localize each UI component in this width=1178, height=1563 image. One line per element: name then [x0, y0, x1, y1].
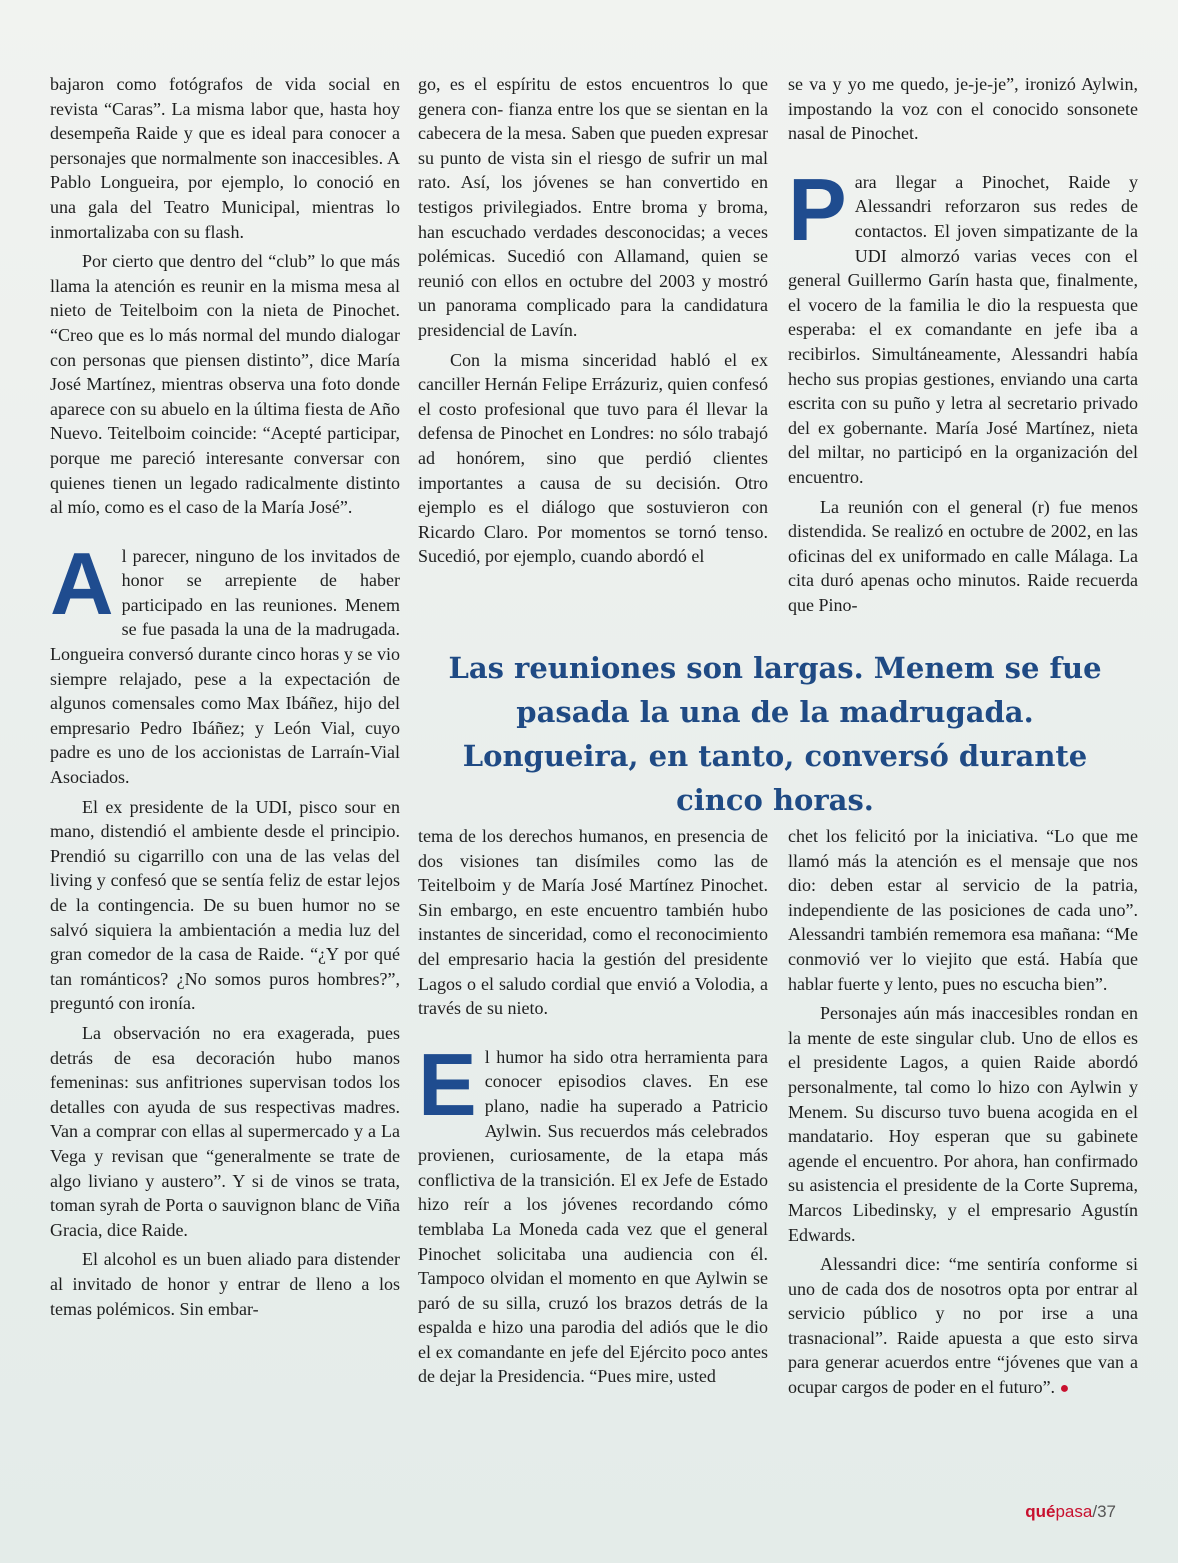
paragraph: El alcohol es un buen aliado para distender al invitado de honor y entrar de lleno a los temas polémicos. Sin embar- [50, 1249, 400, 1319]
paragraph-dropcap [50, 533, 400, 790]
paragraph-dropcap [418, 1034, 768, 1389]
page-footer [1025, 1502, 1116, 1522]
footer-separator: / [1092, 1502, 1098, 1521]
page-number: 37 [1097, 1502, 1116, 1521]
paragraph-text: Alessandri dice: “me sentiría conforme si uno de cada dos de nosotros opta por entrar al servicio público y no por irse a una trasnacional”. Raide apuesta a que esto sirva para generar acuerdos entre “jóvenes que van a ocupar cargos de poder en el futuro”. [788, 1254, 1138, 1398]
column-2-lower [418, 824, 768, 1389]
paragraph: Con la misma sinceridad habló el ex canciller Hernán Felipe Errázuriz, quien confesó el costo profesional que tuvo para él llevar la defensa de Pinochet en Londres: no sólo trabajó ad honórem, sino que perdió clientes importantes a causa de su decisión. Otro ejemplo es el diálogo que sostuvieron con Ricardo Claro. Por momentos se tornó tenso. Sucedió, por ejemplo, cuando abordó el [418, 349, 768, 567]
paragraph: chet los felicitó por la iniciativa. “Lo que me llamó más la atención es el mensaje que nos dio: deben estar al servicio de la patria, independiente de las posiciones de cada uno”. Alessandri también rememora esa mañana: “Me conmovió ver lo viejito que está. Había que hablar fuerte y lento, pues no escucha bien”. [788, 826, 1138, 994]
paragraph: El ex presidente de la UDI, pisco sour en mano, distendió el ambiente desde el principio. Prendió su cigarrillo con una de las velas del living y confesó que se sentía feliz de estar lejos de la contingencia. De su buen humor no se salvó siquiera la ambientación a media luz del gran comedor de la casa de Raide. “¿Y por qué tan románticos? ¿No somos puros hombres?”, preguntó con ironía. [50, 796, 400, 1014]
paragraph-text: l parecer, ninguno de los invitados de honor se arrepiente de haber participado en las reuniones. Menem se fue pasada la una de la madrugada. Longueira conversó durante cinco horas y se vio siempre relajado, pese a la expectación de algunos comensales como Max Ibáñez, hijo del empresario Pedro Ibáñez; y León Vial, cuyo padre es uno de los accionistas de Larraín-Vial Asociados. [50, 545, 400, 788]
paragraph: Personajes aún más inaccesibles rondan en la mente de este singular club. Uno de ellos es el presidente Lagos, a quien Raide abordó personalmente, tal como lo hizo con Aylwin y Menem. Su discurso tuvo buena acogida en el mandatario. Hoy esperan que su gabinete agende el encuentro. Por ahora, han confirmado su asistencia el presidente de la Corte Suprema, Marcos Libedinsky, y el empresario Agustín Edwards. [788, 1003, 1138, 1245]
paragraph: Por cierto que dentro del “club” lo que más llama la atención es reunir en la misma mesa al nieto de Teitelboim con la nieta de Pinochet. “Creo que es lo más normal del mundo dialogar con personas que piensen distinto”, dice María José Martínez, mientras observa una foto donde aparece con su abuelo en la última fiesta de Año Nuevo. Teitelboim coincide: “Acepté participar, porque me pareció interesante conversar con quienes tienen un legado radicalmente distinto al mío, como es el caso de la María José”. [50, 251, 400, 518]
paragraph-text: l humor ha sido otra herramienta para conocer episodios claves. En ese plano, nadie ha superado a Patricio Aylwin. Sus recuerdos más celebrados provienen, curiosamente, de la etapa más conflictiva de la transición. El ex Jefe de Estado hizo reír a los jóvenes recordando cómo temblaba La Moneda cada vez que el general Pinochet solicitaba una audiencia con él. Tampoco olvidan el momento en que Aylwin se paró de su silla, cruzó los brazos detrás de la espalda e hizo una parodia del adiós que le dio el ex comandante en jefe del Ejército poco antes de dejar la Presidencia. “Pues mire, usted [418, 1046, 768, 1387]
pull-quote-line: Longueira, en tanto, conversó durante [462, 739, 1088, 773]
magazine-logo-part: qué [1025, 1502, 1056, 1521]
pull-quote-line: pasada la una de la madrugada. [516, 695, 1034, 729]
paragraph: se va y yo me quedo, je-je-je”, ironizó Aylwin, impostando la voz con el conocido sonsonete nasal de Pinochet. [788, 74, 1138, 144]
column-3-lower [788, 824, 1138, 1402]
column-2-upper [418, 72, 768, 569]
paragraph: La observación no era exagerada, pues detrás de esa decoración hubo manos femeninas: sus anfitriones supervisan todos los detalles con ayuda de sus respectivas madres. Van a comprar con ellas al supermercado y a La Vega y revisan que “generalmente se trate de algo liviano y austero”. Y si de vinos se trata, toman syrah de Porta o sauvignon blanc de Viña Gracia, dice Raide. [50, 1022, 400, 1240]
paragraph: go, es el espíritu de estos encuentros lo que genera con- fianza entre los que se sientan en la cabecera de la mesa. Saben que pueden expresar su punto de vista sin el riesgo de sufrir un mal rato. Así, los jóvenes se han convertido en testigos privilegiados. Entre broma y broma, han escuchado verdades desconocidas; a veces polémicas. Sucedió con Allamand, quien se reunió con ellos en octubre del 2003 y mostró un panorama complicado para la candidatura presidencial de Lavín. [418, 74, 768, 340]
column-1 [50, 72, 400, 1321]
pull-quote-line: cinco horas. [676, 783, 874, 817]
end-mark-icon: ● [1059, 1380, 1070, 1398]
paragraph: La reunión con el general (r) fue menos distendida. Se realizó en octubre de 2002, en las oficinas del ex uniformado en calle Málaga. La cita duró apenas ocho minutos. Raide recuerda que Pino- [788, 496, 1138, 615]
drop-cap: A [50, 533, 114, 633]
magazine-logo-part: pasa [1055, 1502, 1093, 1521]
paragraph-dropcap [788, 159, 1138, 490]
paragraph-text: ara llegar a Pinochet, Raide y Alessandri reforzaron sus redes de contactos. El joven simpatizante de la UDI almorzó varias veces con el general Guillermo Garín hasta que, finalmente, el vocero de la familia le dio la respuesta que esperaba: el ex comandante en jefe iba a recibirlos. Simultáneamente, Alessandri había hecho sus propias gestiones, enviando una carta escrita con su puño y letra al secretario privado del ex gobernante. María José Martínez, nieta del miltar, no participó en la organización del encuentro. [788, 171, 1138, 487]
paragraph: tema de los derechos humanos, en presencia de dos visiones tan disímiles como las de Teitelboim y de María José Martínez Pinochet. Sin embargo, en este encuentro también hubo instantes de sinceridad, como el reconocimiento del empresario hacia la gestión del presidente Lagos o el saludo cordial que envió a Volodia, a través de su nieto. [418, 826, 768, 1019]
column-3-upper [788, 72, 1138, 617]
pull-quote-line: Las reuniones son largas. Menem se fue [448, 651, 1102, 685]
drop-cap: P [788, 159, 847, 259]
pull-quote [395, 646, 1155, 822]
paragraph: bajaron como fotógrafos de vida social en revista “Caras”. La misma labor que, hasta hoy desempeña Raide y que es ideal para conocer a personajes que normalmente son inaccesibles. A Pablo Longueira, por ejemplo, lo conoció en una gala del Teatro Municipal, mientras lo inmortalizaba con su flash. [50, 74, 400, 242]
drop-cap: E [418, 1034, 477, 1134]
paragraph [788, 1252, 1138, 1402]
